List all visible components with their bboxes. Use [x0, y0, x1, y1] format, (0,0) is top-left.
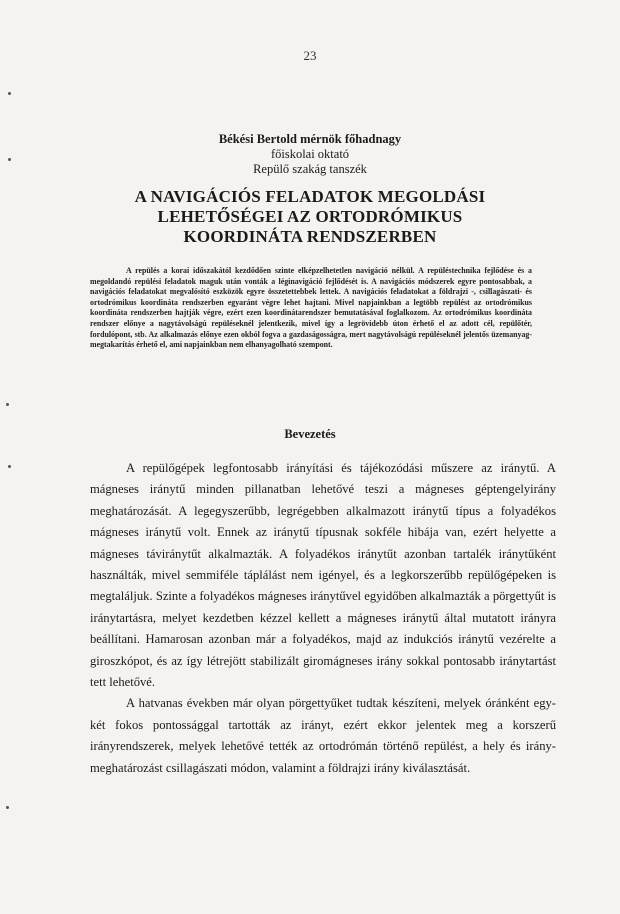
- scan-speck: [6, 403, 9, 406]
- author-role: főiskolai oktató: [270, 147, 350, 161]
- abstract: [90, 266, 532, 351]
- page-number: 23: [303, 48, 317, 63]
- scan-speck: [8, 465, 11, 468]
- abstract-text: A repülés a korai időszakától kezdődően szinte elképzelhetetlen navigáció nélkül. A repüléstechnika fejlődése és a megoldandó repülési feladatok maguk után vonták a léginavigáció fejlődését is. A navigációs módszerek egyre pontosabbak, a navigációs feladatokat megvalósító eszközök egyre összetettebbek lettek. A navigációs feladatokat a földrajzi -, csillagászati- és ortodrómikus koordináta rendszerben egyaránt végre lehet hajtani. Mivel napjainkban a legtöbb repülést az ortodrómikus koordináta rendszerben hajtják végre, ezért ezen koordinátarendszer bemutatásával foglalkozom. Az ortodrómikus koordináta rendszer előnye a nagytávolságú repüléseknél jelentkezik, mivel így a legrövidebb úton érhető el az adott cél, repülőtér, fordulópont, stb. Az alkalmazás előnye ezen okból fogva a gazdaságosságra, mert nagytávolságú repüléseknél jelentős üzemanyag-megtakarítás érhető el, ami napjainkban nem elhanyagolható szempont.: [90, 266, 532, 350]
- title-line: KOORDINÁTA RENDSZERBEN: [183, 227, 437, 246]
- scan-speck: [8, 92, 11, 95]
- section-heading: Bevezetés: [284, 427, 336, 441]
- title-line: LEHETŐSÉGEI AZ ORTODRÓMIKUS: [157, 207, 463, 226]
- article-title: [110, 187, 510, 247]
- body-paragraph: A hatvanas években már olyan pörgettyűket tudtak készíteni, melyek óránként egy-két fokos pontossággal tartották az irányt, ezért ekkor jelentek meg a korszerű irányrendszerek, melyek lehetővé tették az ortodrómán történő repülést, a hely és irány-meghatározást csillagászati módon, valamint a földrajzi irány kiválasztását.: [90, 696, 556, 775]
- author-name: Békési Bertold mérnök főhadnagy: [218, 132, 402, 146]
- body-paragraph: A repülőgépek legfontosabb irányítási és tájékozódási műszere az iránytű. A mágneses iránytű minden pillanatban lehetővé teszi a mágneses géptengelyirány meghatározását. A legegyszerűbb, legrégebben alkalmazott iránytű típus a folyadékos mágneses iránytű volt. Ennek az iránytű típusnak sokféle hibája van, ezért helyette a mágneses táviránytűt alkalmazták. A folyadékos iránytűt azonban tartalék iránytűként használták, mivel semmiféle táplálást nem igényel, és a legkorszerűbb repülőgépeken is megtaláljuk. Szinte a folyadékos mágneses iránytűvel egyidőben alkalmazták a pörgettyűt is iránytartásra, melyet kezdetben kézzel kellett a mágneses iránytű által mutatott irányra beállítani. Hamarosan azonban már a folyadékos, majd az indukciós iránytű vezérelte a giroszkópot, és az így létrejött stabilizált giromágneses irány sokkal pontosabb iránytartást tett lehetővé.: [90, 461, 556, 690]
- author-block: [0, 132, 620, 177]
- author-department: Repülő szakág tanszék: [253, 162, 367, 176]
- title-line: A NAVIGÁCIÓS FELADATOK MEGOLDÁSI: [134, 187, 486, 206]
- body-text: [90, 458, 556, 779]
- scan-speck: [6, 806, 9, 809]
- scan-speck: [8, 158, 11, 161]
